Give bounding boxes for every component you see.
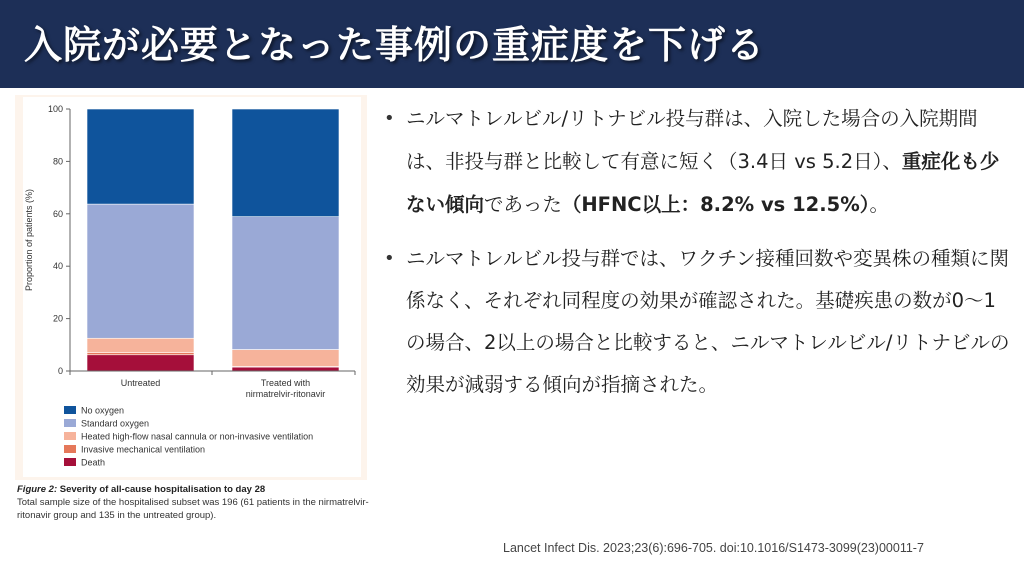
bullet-text: ニルマトレルビル投与群では、ワクチン接種回数や変異株の種類に関係なく、それぞれ同程度の効果が確認された。基礎疾患の数が0～1の場合、2以上の場合と比較すると、ニルマトレルビル/リトナビルの効果が減弱する傾向が指摘された。 <box>406 247 1010 396</box>
bar-segment <box>87 353 194 355</box>
figure-panel <box>15 95 367 480</box>
legend-label: Invasive mechanical ventilation <box>81 444 206 455</box>
y-tick-label: 40 <box>52 261 63 272</box>
title-bar <box>0 0 1024 88</box>
y-tick-label: 20 <box>52 313 63 324</box>
stacked-bar-chart <box>15 95 367 480</box>
bullet-bold-segment: 重症化も少ない傾向 <box>406 150 1000 216</box>
legend-swatch <box>64 458 76 466</box>
legend-label: No oxygen <box>81 405 125 416</box>
bullet-dot-icon: • <box>384 108 395 129</box>
bullet-list <box>382 97 1014 406</box>
slide-title: 入院が必要となった事例の重症度を下げる <box>24 23 766 67</box>
figure-caption <box>17 483 369 522</box>
legend-label: Standard oxygen <box>81 418 150 429</box>
legend-swatch <box>64 406 76 414</box>
y-tick-label: 60 <box>52 208 63 219</box>
bullet-text-segment: 。 <box>869 193 889 216</box>
bar-segment <box>232 217 339 350</box>
bullet-text <box>406 107 999 216</box>
legend-label: Death <box>81 457 106 468</box>
caption-title <box>17 483 369 496</box>
bullet-bold-segment: （HFNC以上：8.2% vs 12.5%） <box>561 193 870 216</box>
legend-label: Heated high-flow nasal cannula or non-invasive ventilation <box>81 431 314 442</box>
caption-figure-number: Figure 2: <box>17 484 58 495</box>
bar-segment <box>87 109 194 204</box>
legend-swatch <box>64 419 76 427</box>
y-axis-label: Proportion of patients (%) <box>24 188 34 292</box>
caption-body: Total sample size of the hospitalised subset was 196 (61 patients in the nirmatrelvir-ritonavir group and 135 in the untreated group). <box>17 497 369 521</box>
bullet-dot-icon: • <box>384 248 395 269</box>
bar-segment <box>87 355 194 371</box>
bar-segment <box>232 109 339 217</box>
bullet-text-segment: ニルマトレルビル/リトナビル投与群は、入院した場合の入院期間は、非投与群と比較して有意に短く（3.4日 vs 5.2日）、 <box>406 107 978 173</box>
y-tick-label: 100 <box>47 104 63 114</box>
legend-swatch <box>64 432 76 440</box>
y-tick-label: 80 <box>52 156 63 167</box>
bar-segment <box>87 338 194 352</box>
x-category-label: Treated with <box>260 378 311 388</box>
x-category-label: nirmatrelvir-ritonavir <box>245 389 326 399</box>
bar-segment <box>232 350 339 367</box>
bar-segment <box>232 367 339 371</box>
citation: Lancet Infect Dis. 2023;23(6):696-705. doi:10.1016/S1473-3099(23)00011-7 <box>503 541 924 555</box>
y-tick-label: 0 <box>57 366 63 376</box>
bullet-item <box>382 238 1014 406</box>
caption-title-text: Severity of all-cause hospitalisation to day 28 <box>57 484 266 495</box>
x-category-label: Untreated <box>120 378 161 388</box>
legend-swatch <box>64 445 76 453</box>
bullet-text-segment: であった <box>484 193 562 216</box>
bullet-item <box>382 97 1014 226</box>
bar-segment <box>87 204 194 338</box>
